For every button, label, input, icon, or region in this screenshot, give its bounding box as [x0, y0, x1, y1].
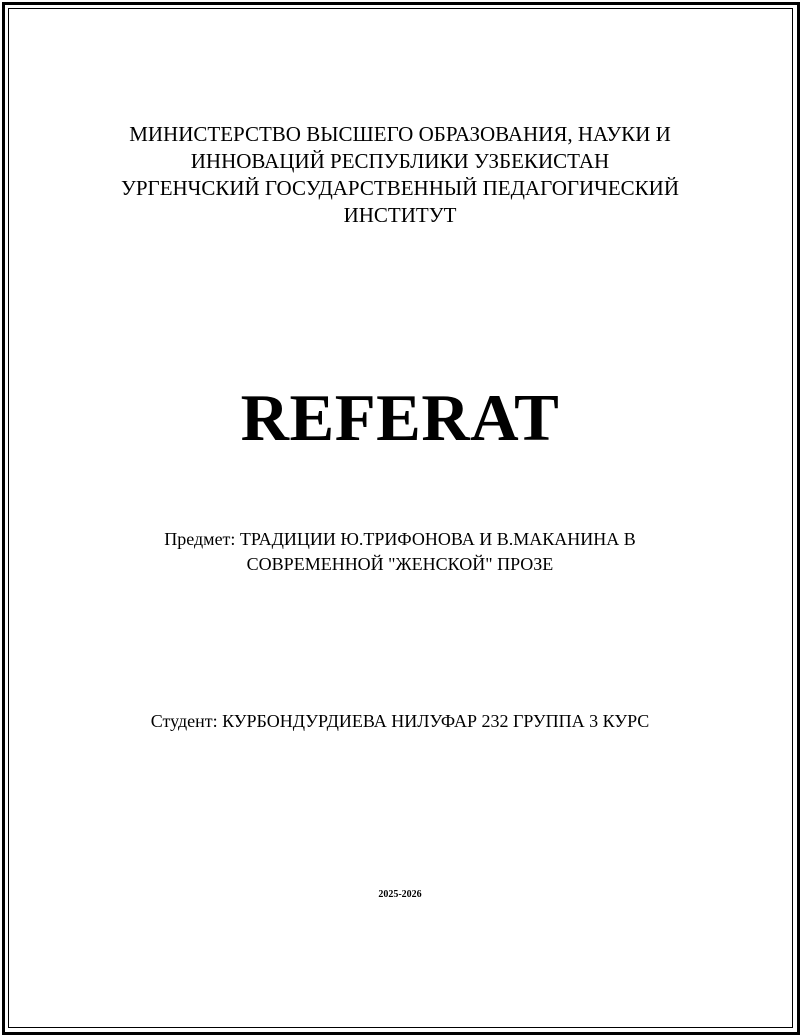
institution-line: МИНИСТЕРСТВО ВЫСШЕГО ОБРАЗОВАНИЯ, НАУКИ И — [129, 122, 671, 146]
document-title: REFERAT — [240, 381, 560, 455]
academic-year: 2025-2026 — [378, 889, 422, 900]
subject-block — [0, 527, 800, 577]
institution-line: ИННОВАЦИЙ РЕСПУБЛИКИ УЗБЕКИСТАН — [190, 149, 610, 173]
institution-heading — [0, 121, 800, 229]
institution-line: ИНСТИТУТ — [343, 203, 457, 227]
subject-line: Предмет: ТРАДИЦИИ Ю.ТРИФОНОВА И В.МАКАНИНА В — [164, 529, 636, 549]
student-line: Студент: КУРБОНДУРДИЕВА НИЛУФАР 232 ГРУППА 3 КУРС — [150, 711, 650, 731]
subject-line: СОВРЕМЕННОЙ "ЖЕНСКОЙ" ПРОЗЕ — [246, 554, 554, 574]
institution-line: УРГЕНЧСКИЙ ГОСУДАРСТВЕННЫЙ ПЕДАГОГИЧЕСКИЙ — [121, 176, 679, 200]
